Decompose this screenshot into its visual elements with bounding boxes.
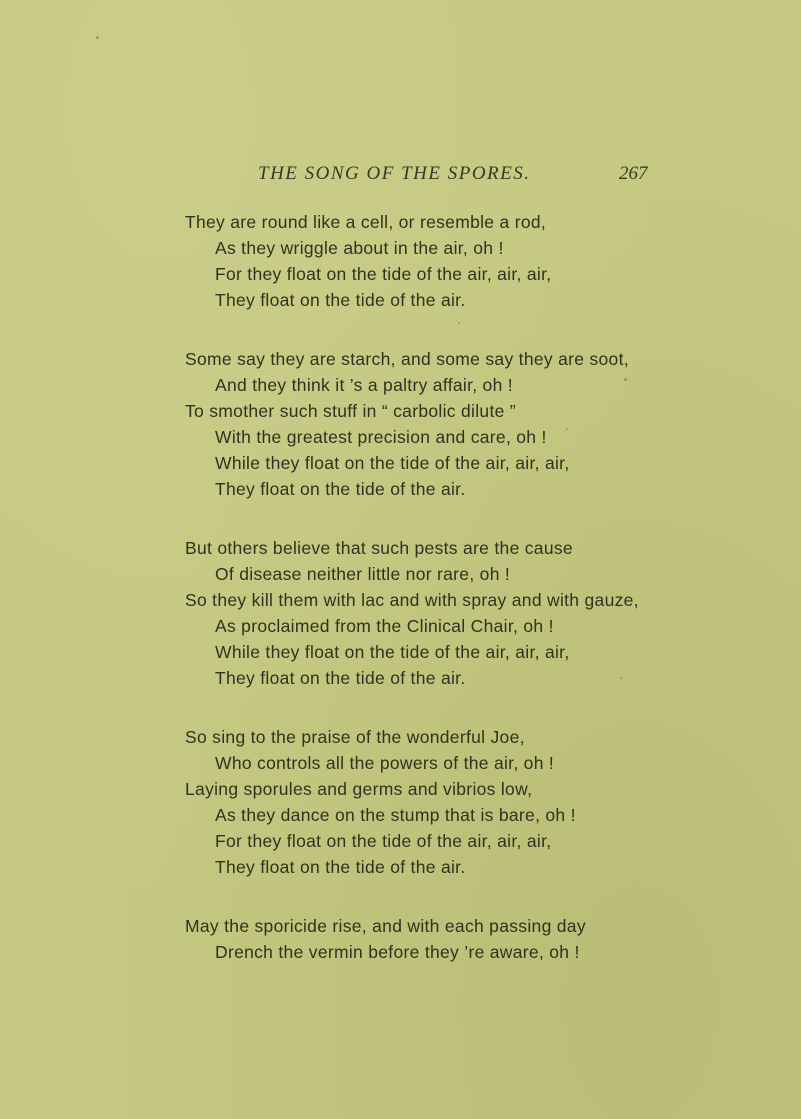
poem-line: But others believe that such pests are the cause: [185, 538, 573, 558]
poem-line: Drench the vermin before they ’re aware, oh !: [215, 942, 580, 962]
poem-line: Some say they are starch, and some say they are soot,: [185, 349, 629, 369]
paper-speck: [96, 36, 99, 39]
stanza: [185, 724, 745, 880]
paper-speck: [624, 378, 627, 381]
poem-line: While they float on the tide of the air, air, air,: [215, 642, 570, 662]
paper-speck: [458, 322, 460, 324]
poem-line: As they dance on the stump that is bare, oh !: [215, 805, 576, 825]
poem-line: To smother such stuff in “ carbolic dilute ”: [185, 401, 516, 421]
poem-line: And they think it ’s a paltry affair, oh !: [215, 375, 513, 395]
poem-line: They float on the tide of the air.: [215, 668, 466, 688]
poem-line: They float on the tide of the air.: [215, 290, 466, 310]
poem-line: For they float on the tide of the air, air, air,: [215, 264, 552, 284]
running-title: THE SONG OF THE SPORES.: [258, 163, 531, 184]
stanza: [185, 209, 745, 313]
paper-speck: [566, 428, 568, 430]
poem-line: As they wriggle about in the air, oh !: [215, 238, 504, 258]
poem-line: While they float on the tide of the air, air, air,: [215, 453, 570, 473]
poem-line: Who controls all the powers of the air, oh !: [215, 753, 555, 773]
poem-line: So sing to the praise of the wonderful Joe,: [185, 727, 525, 747]
stanza: [185, 913, 745, 965]
poem-line: May the sporicide rise, and with each passing day: [185, 916, 586, 936]
poem-line: For they float on the tide of the air, air, air,: [215, 831, 552, 851]
poem-line: With the greatest precision and care, oh !: [215, 427, 547, 447]
poem-body: [185, 209, 745, 998]
poem-line: They float on the tide of the air.: [215, 479, 466, 499]
poem-line: They float on the tide of the air.: [215, 857, 466, 877]
stanza: [185, 346, 745, 502]
poem-line: They are round like a cell, or resemble a rod,: [185, 212, 547, 232]
page-number: 267: [619, 163, 648, 184]
poem-line: As proclaimed from the Clinical Chair, oh !: [215, 616, 554, 636]
stanza: [185, 535, 745, 691]
poem-line: So they kill them with lac and with spray and with gauze,: [185, 590, 639, 610]
paper-speck: [620, 677, 622, 679]
poem-line: Of disease neither little nor rare, oh !: [215, 564, 511, 584]
poem-line: Laying sporules and germs and vibrios low,: [185, 779, 533, 799]
